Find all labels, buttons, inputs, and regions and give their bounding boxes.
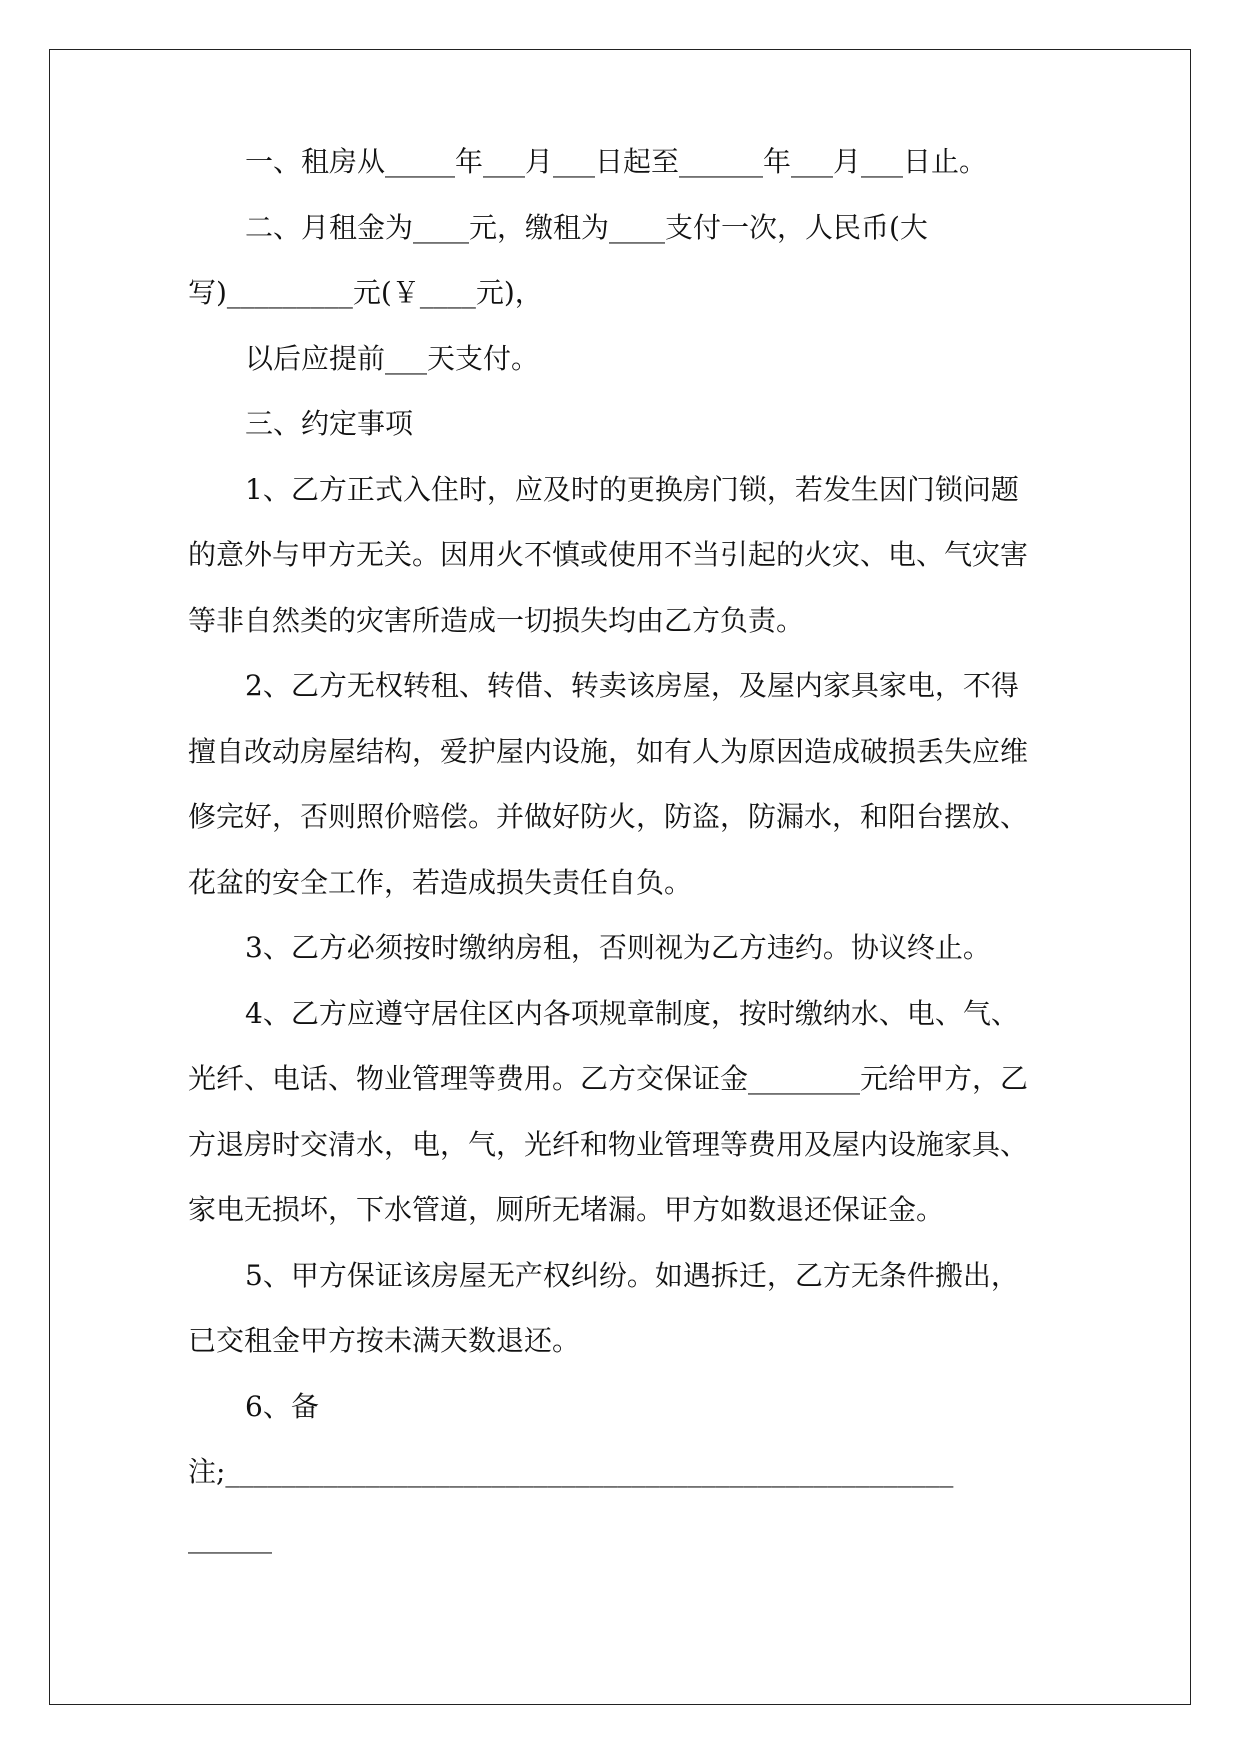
document-line: 一、租房从_____年___月___日起至______年___月___日止。 (245, 145, 988, 178)
document-line: 1、乙方正式入住时，应及时的更换房门锁，若发生因门锁问题 (245, 473, 1019, 506)
document-line: 三、约定事项 (245, 407, 414, 440)
document-line: 6、备 (245, 1390, 319, 1423)
document-line: ______ (188, 1521, 272, 1554)
document-line: 花盆的安全工作，若造成损失责任自负。 (188, 866, 693, 899)
document-line: 等非自然类的灾害所造成一切损失均由乙方负责。 (188, 604, 805, 637)
document-line: 擅自改动房屋结构，爱护屋内设施，如有人为原因造成破损丢失应维 (188, 735, 1029, 768)
document-line: 注;____________________________________________________ (188, 1455, 954, 1488)
document-line: 方退房时交清水，电，气，光纤和物业管理等费用及屋内设施家具、 (188, 1128, 1029, 1161)
document-line: 4、乙方应遵守居住区内各项规章制度，按时缴纳水、电、气、 (245, 997, 1019, 1030)
document-line: 2、乙方无权转租、转借、转卖该房屋，及屋内家具家电，不得 (245, 669, 1019, 702)
document-line: 以后应提前___天支付。 (245, 342, 540, 375)
document-line: 的意外与甲方无关。因用火不慎或使用不当引起的火灾、电、气灾害 (188, 538, 1029, 571)
document-line: 家电无损坏，下水管道，厕所无堵漏。甲方如数退还保证金。 (188, 1193, 945, 1226)
document-line: 写)_________元(￥____元)， (188, 276, 543, 309)
document-line: 光纤、电话、物业管理等费用。乙方交保证金________元给甲方，乙 (188, 1062, 1029, 1095)
document-line: 已交租金甲方按未满天数退还。 (188, 1324, 581, 1357)
document-line: 3、乙方必须按时缴纳房租，否则视为乙方违约。协议终止。 (245, 931, 991, 964)
document-line: 二、月租金为____元，缴租为____支付一次，人民币(大 (245, 211, 928, 244)
document-line: 5、甲方保证该房屋无产权纠纷。如遇拆迁，乙方无条件搬出， (245, 1259, 1019, 1292)
document-line: 修完好，否则照价赔偿。并做好防火，防盗，防漏水，和阳台摆放、 (188, 800, 1029, 833)
